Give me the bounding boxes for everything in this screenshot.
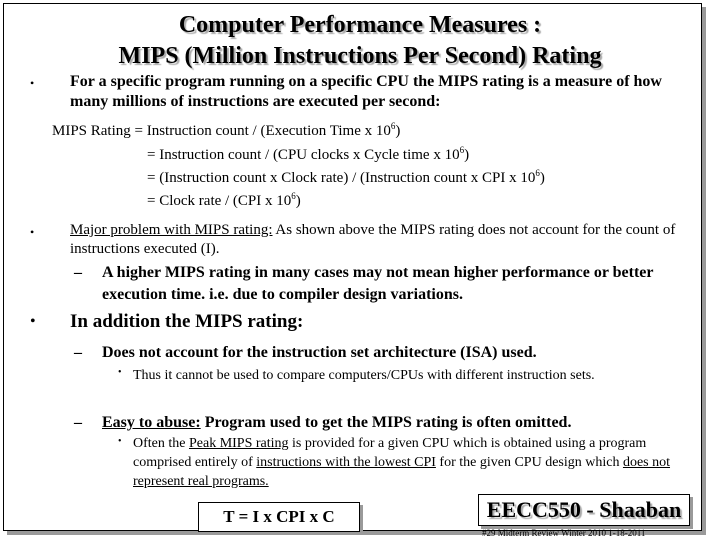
execution-time-formula: T = I x CPI x C xyxy=(198,502,360,532)
bullet-icon: • xyxy=(30,225,35,239)
course-brand-box: EECC550 - Shaaban xyxy=(478,494,690,526)
dash-icon: – xyxy=(74,344,82,361)
problem-label: Major problem with MIPS rating: xyxy=(70,222,273,238)
abuse-label: Easy to abuse: xyxy=(102,414,201,431)
dash-icon: – xyxy=(74,414,82,431)
bullet-icon: • xyxy=(118,367,122,378)
intro-paragraph: For a specific program running on a specific CPU the MIPS rating is a measure of how many millions of instructions are executed per second: xyxy=(70,73,662,110)
slide-title-line2: MIPS (Million Instructions Per Second) Rating xyxy=(118,43,602,69)
addition-heading: In addition the MIPS rating: xyxy=(70,311,304,332)
equation-line-4: = Clock rate / (CPI x $10^6$) xyxy=(147,191,301,209)
isa-point: Does not account for the instruction set architecture (ISA) used. xyxy=(102,344,537,361)
problem-paragraph: Major problem with MIPS rating: As shown above the MIPS rating does not account for the count of instructions executed (I). xyxy=(70,222,676,257)
dash-icon: – xyxy=(74,264,82,281)
equation-line-1: MIPS Rating = Instruction count / (Execution Time x $10^6$) xyxy=(52,121,401,139)
equation-line-2: = Instruction count / (CPU clocks x Cycle time x $10^6$) xyxy=(147,145,470,163)
bullet-icon: • xyxy=(30,76,35,90)
slide-title-line1: Computer Performance Measures : xyxy=(178,12,542,38)
isa-subpoint: Thus it cannot be used to compare computers/CPUs with different instruction sets. xyxy=(133,368,595,383)
abuse-point: Easy to abuse: Program used to get the MIPS rating is often omitted. xyxy=(102,414,572,431)
problem-subpoint: A higher MIPS rating in many cases may not mean higher performance or better execution time. i.e. due to compiler design variations. xyxy=(102,264,654,303)
bullet-icon: • xyxy=(30,313,36,330)
bullet-icon: • xyxy=(118,436,122,447)
slide-footer: #29 Midterm Review Winter 2010 1-18-2011 xyxy=(482,528,646,538)
equation-line-3: = (Instruction count x Clock rate) / (Instruction count x CPI x $10^6$) xyxy=(147,168,545,186)
peak-subpoint: Often the Peak MIPS rating is provided for a given CPU which is obtained using a program comprised entirely of instructions with the lowest CPI for the given CPU design which does not represent real programs. xyxy=(133,436,671,489)
